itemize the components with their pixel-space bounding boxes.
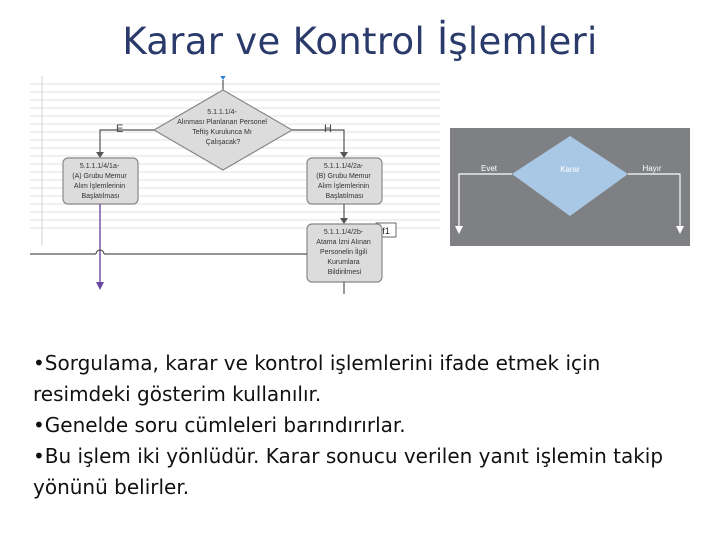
page-title: Karar ve Kontrol İşlemleri bbox=[122, 20, 598, 63]
entry-arrow bbox=[219, 76, 227, 80]
decision-diamond-label: 5.1.1.1/4- Alınması Planlanan Personel Teftiş Kurulunca Mı Çalışacak? bbox=[177, 109, 267, 146]
branch-yes-label: E bbox=[116, 123, 124, 135]
decision-shape-yes-label: Evet bbox=[480, 164, 498, 173]
process-box-c-label: 5.1.1.1/4/2b- Atama İzni Alınan Personelin İlgili Kurumlara Bildirilmesi bbox=[316, 229, 371, 276]
bullet-item: •Sorgulama, karar ve kontrol işlemlerini ifade etmek için resimdeki gösterim kullanılır. bbox=[33, 351, 601, 406]
decision-shape-example bbox=[450, 128, 690, 246]
connector-label: f1 bbox=[382, 226, 390, 236]
branch-no-label: H bbox=[324, 123, 332, 135]
process-box-a-label: 5.1.1.1/4/1a- (A) Grubu Memur Alım İşlemlerinin Başlatılması bbox=[72, 163, 127, 200]
decision-shape-no-label: Hayır bbox=[642, 164, 662, 173]
bullet-item: •Genelde soru cümleleri barındırırlar. bbox=[33, 413, 406, 437]
bullet-item: •Bu işlem iki yönlüdür. Karar sonucu verilen yanıt işlemin takip yönünü belirler. bbox=[33, 444, 664, 499]
process-flowchart bbox=[30, 76, 440, 296]
decision-shape-center-label: Karar bbox=[560, 165, 580, 174]
bullet-list bbox=[33, 348, 673, 503]
process-box-b-label: 5.1.1.1/4/2a- (B) Grubu Memur Alım İşlemlerinin Başlatılması bbox=[316, 163, 371, 200]
exit-arrow bbox=[96, 282, 104, 290]
